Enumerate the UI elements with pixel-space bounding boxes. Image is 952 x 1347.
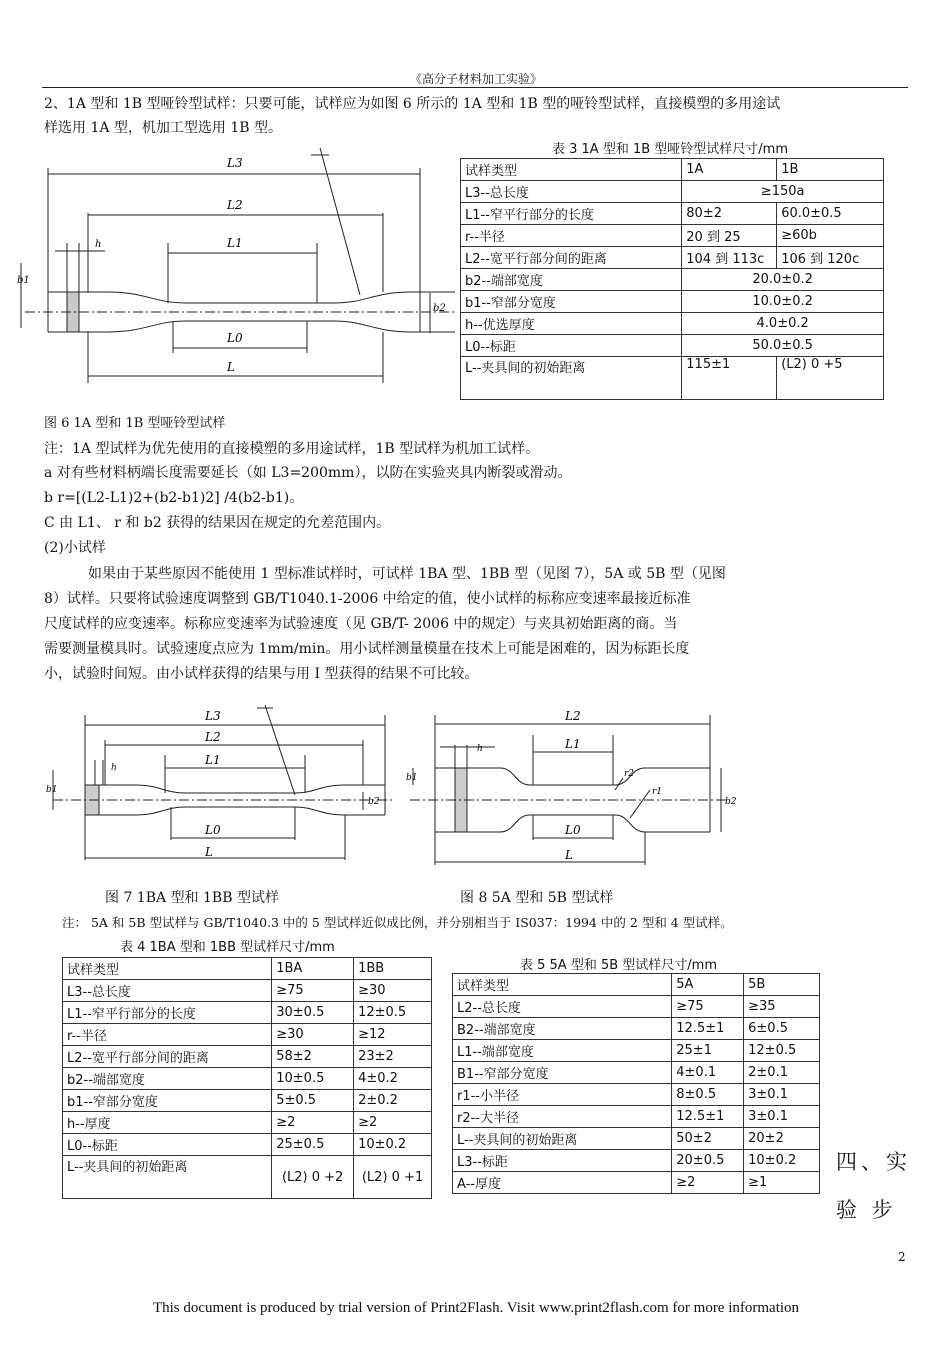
table-cell: 1B bbox=[777, 159, 884, 181]
table-cell: (L2) 0 +2 bbox=[272, 1156, 354, 1199]
table-cell: h--优选厚度 bbox=[461, 313, 682, 335]
table-row bbox=[461, 159, 884, 181]
table-row bbox=[453, 996, 820, 1018]
table-cell: A--厚度 bbox=[453, 1172, 672, 1194]
table-cell: h--厚度 bbox=[63, 1112, 272, 1134]
table-row bbox=[63, 1002, 432, 1024]
table-row bbox=[453, 1106, 820, 1128]
table-cell: L1--端部宽度 bbox=[453, 1040, 672, 1062]
table-row bbox=[461, 313, 884, 335]
table-row bbox=[461, 203, 884, 225]
table-cell: b2--端部宽度 bbox=[461, 269, 682, 291]
running-header: 《高分子材料加工实验》 bbox=[409, 72, 542, 86]
note-b: b r=[(L2-L1)2+(b2-b1)2] /4(b2-b1)。 bbox=[44, 490, 304, 506]
table-cell: 20.0±0.2 bbox=[682, 269, 884, 291]
table-cell: L0--标距 bbox=[461, 335, 682, 357]
paragraph-line-1: 如果由于某些原因不能使用 1 型标准试样时，可试样 1BA 型、1BB 型（见图 7），5A 或 5B 型（见图 bbox=[88, 566, 726, 582]
table-row bbox=[453, 1150, 820, 1172]
table-cell: 25±0.5 bbox=[272, 1134, 354, 1156]
fig7-label-b1: b1 bbox=[46, 785, 58, 795]
table-cell: 5±0.5 bbox=[272, 1090, 354, 1112]
table-cell: ≥35 bbox=[744, 996, 820, 1018]
table-row bbox=[63, 1112, 432, 1134]
table-cell: 3±0.1 bbox=[744, 1106, 820, 1128]
table-cell: 2±0.2 bbox=[354, 1090, 432, 1112]
table-cell: 8±0.5 bbox=[672, 1084, 744, 1106]
table-cell: 试样类型 bbox=[63, 958, 272, 980]
table-cell: L3--总长度 bbox=[461, 181, 682, 203]
table-cell: L3--标距 bbox=[453, 1150, 672, 1172]
fig8-label-l: L bbox=[565, 848, 573, 862]
table-row bbox=[453, 974, 820, 996]
table-cell: 1BA bbox=[272, 958, 354, 980]
fig8-label-b1: b1 bbox=[406, 773, 418, 783]
fig7-label-b2: b2 bbox=[368, 797, 380, 807]
table-cell: b2--端部宽度 bbox=[63, 1068, 272, 1090]
table-row bbox=[461, 269, 884, 291]
table-cell: ≥30 bbox=[354, 980, 432, 1002]
table-cell: 12±0.5 bbox=[744, 1040, 820, 1062]
table-cell: r1--小半径 bbox=[453, 1084, 672, 1106]
table-cell: r2--大半径 bbox=[453, 1106, 672, 1128]
table-cell: ≥12 bbox=[354, 1024, 432, 1046]
table-5-title: 表 5 5A 型和 5B 型试样尺寸/mm bbox=[520, 958, 717, 973]
table-cell: L3--总长度 bbox=[63, 980, 272, 1002]
figure-7-caption: 图 7 1BA 型和 1BB 型试样 bbox=[105, 890, 279, 906]
table-cell: (L2) 0 +1 bbox=[354, 1156, 432, 1199]
fig6-label-l: L bbox=[227, 360, 235, 374]
table-row bbox=[461, 225, 884, 247]
fig6-label-l3: L3 bbox=[227, 156, 243, 170]
fig8-label-h: h bbox=[477, 744, 483, 754]
table-cell: 20±2 bbox=[744, 1128, 820, 1150]
table-cell: ≥75 bbox=[272, 980, 354, 1002]
paragraph-line-5: 小，试验时间短。由小试样获得的结果与用 I 型获得的结果不可比较。 bbox=[44, 666, 479, 682]
fig6-label-l2: L2 bbox=[227, 198, 243, 212]
table-cell: 106 到 120c bbox=[777, 247, 884, 269]
figure-7-drawing bbox=[45, 700, 395, 880]
page-number: 2 bbox=[898, 1250, 906, 1264]
table-cell: 20 到 25 bbox=[682, 225, 777, 247]
fig8-label-r2: r2 bbox=[624, 769, 635, 779]
table-row bbox=[63, 1090, 432, 1112]
table-cell: L--夹具间的初始距离 bbox=[461, 357, 682, 400]
paragraph-line-3: 尺度试样的应变速率。标称应变速率为试验速度（见 GB/T- 2006 中的规定）与夹具初始距离的商。当 bbox=[44, 616, 678, 632]
table-row bbox=[461, 335, 884, 357]
figure-6-drawing bbox=[15, 143, 455, 388]
fig6-label-b1: b1 bbox=[17, 275, 30, 286]
paragraph-line-4: 需要测量模具时。试验速度点应为 1mm/min。用小试样测量模量在技术上可能是困难的，因为标距长度 bbox=[44, 641, 690, 657]
table-cell: L1--窄平行部分的长度 bbox=[461, 203, 682, 225]
table-cell: b1--窄部分宽度 bbox=[461, 291, 682, 313]
table-cell: ≥75 bbox=[672, 996, 744, 1018]
table-cell: L2--宽平行部分间的距离 bbox=[461, 247, 682, 269]
table-cell: ≥150a bbox=[682, 181, 884, 203]
table-row bbox=[453, 1018, 820, 1040]
table-cell: 20±0.5 bbox=[672, 1150, 744, 1172]
fig7-label-h: h bbox=[111, 763, 117, 773]
table-row bbox=[453, 1084, 820, 1106]
fig8-label-b2: b2 bbox=[725, 797, 737, 807]
table-cell: 23±2 bbox=[354, 1046, 432, 1068]
section-small-specimen: (2)小试样 bbox=[44, 540, 106, 556]
table-cell: 3±0.1 bbox=[744, 1084, 820, 1106]
table-cell: L--夹具间的初始距离 bbox=[63, 1156, 272, 1199]
table-row bbox=[461, 247, 884, 269]
note-c: C 由 L1、 r 和 b2 获得的结果因在规定的允差范围内。 bbox=[44, 515, 391, 531]
table-row bbox=[453, 1128, 820, 1150]
table-cell: L2--宽平行部分间的距离 bbox=[63, 1046, 272, 1068]
table-cell: 50.0±0.5 bbox=[682, 335, 884, 357]
section-heading-line-2: 验 步 bbox=[836, 1198, 897, 1222]
note-a: a 对有些材料柄端长度需要延长（如 L3=200mm），以防在实验夹具内断裂或滑动。 bbox=[44, 465, 572, 481]
table-cell: 104 到 113c bbox=[682, 247, 777, 269]
table-cell: 80±2 bbox=[682, 203, 777, 225]
table-cell: 4.0±0.2 bbox=[682, 313, 884, 335]
table-cell: 4±0.2 bbox=[354, 1068, 432, 1090]
section-heading-line-1: 四、实 bbox=[836, 1150, 911, 1174]
table-cell: L--夹具间的初始距离 bbox=[453, 1128, 672, 1150]
fig7-label-l3: L3 bbox=[205, 709, 221, 723]
paragraph-line-2: 8）试样。只要将试验速度调整到 GB/T1040.1-2006 中给定的值，使小试样的标称应变速率最接近标准 bbox=[44, 591, 691, 607]
figure-6-caption: 图 6 1A 型和 1B 型哑铃型试样 bbox=[44, 416, 226, 431]
table-cell: 试样类型 bbox=[453, 974, 672, 996]
table-cell: B2--端部宽度 bbox=[453, 1018, 672, 1040]
table-row bbox=[63, 1024, 432, 1046]
table-row bbox=[63, 1134, 432, 1156]
table-cell: 5B bbox=[744, 974, 820, 996]
table-row bbox=[453, 1172, 820, 1194]
table-row bbox=[63, 958, 432, 980]
table-cell: 12±0.5 bbox=[354, 1002, 432, 1024]
table-row bbox=[63, 1068, 432, 1090]
fig8-label-l0: L0 bbox=[565, 823, 581, 837]
table-cell: 115±1 bbox=[682, 357, 777, 400]
table-cell: 10±0.2 bbox=[354, 1134, 432, 1156]
table-cell: 58±2 bbox=[272, 1046, 354, 1068]
table-3-title: 表 3 1A 型和 1B 型哑铃型试样尺寸/mm bbox=[552, 142, 788, 157]
table-3 bbox=[460, 158, 884, 400]
table-cell: 5A bbox=[672, 974, 744, 996]
fig6-label-l1: L1 bbox=[227, 236, 243, 250]
table-cell: 1BB bbox=[354, 958, 432, 980]
table-cell: (L2) 0 +5 bbox=[777, 357, 884, 400]
table-cell: ≥60b bbox=[777, 225, 884, 247]
table-row bbox=[461, 291, 884, 313]
table-cell: b1--窄部分宽度 bbox=[63, 1090, 272, 1112]
table-cell: 2±0.1 bbox=[744, 1062, 820, 1084]
figure-8-caption: 图 8 5A 型和 5B 型试样 bbox=[460, 890, 614, 906]
table-row bbox=[461, 357, 884, 400]
table-cell: 12.5±1 bbox=[672, 1106, 744, 1128]
table-cell: ≥1 bbox=[744, 1172, 820, 1194]
fig6-label-l0: L0 bbox=[227, 331, 243, 345]
table-cell: 25±1 bbox=[672, 1040, 744, 1062]
table-cell: r--半径 bbox=[63, 1024, 272, 1046]
table-cell: 50±2 bbox=[672, 1128, 744, 1150]
table-cell: 试样类型 bbox=[461, 159, 682, 181]
table-row bbox=[453, 1062, 820, 1084]
table-cell: 12.5±1 bbox=[672, 1018, 744, 1040]
fig7-label-l: L bbox=[205, 845, 213, 859]
intro-line-2: 样选用 1A 型，机加工型选用 1B 型。 bbox=[44, 120, 283, 136]
fig7-label-l2: L2 bbox=[205, 730, 221, 744]
table-row bbox=[63, 1156, 432, 1199]
table-cell: L2--总长度 bbox=[453, 996, 672, 1018]
table-cell: ≥2 bbox=[272, 1112, 354, 1134]
table-cell: ≥2 bbox=[354, 1112, 432, 1134]
table-row bbox=[63, 980, 432, 1002]
header-rule bbox=[42, 87, 908, 88]
table-cell: 1A bbox=[682, 159, 777, 181]
table-cell: 30±0.5 bbox=[272, 1002, 354, 1024]
trial-footer: This document is produced by trial version of Print2Flash. Visit www.print2flash.com for more information bbox=[152, 1300, 800, 1316]
fig8-label-r1: r1 bbox=[652, 787, 663, 797]
fig8-label-l1: L1 bbox=[565, 737, 581, 751]
fig7-label-l1: L1 bbox=[205, 753, 221, 767]
fig8-label-l2: L2 bbox=[565, 709, 581, 723]
table-cell: L0--标距 bbox=[63, 1134, 272, 1156]
table-4 bbox=[62, 957, 432, 1199]
table-cell: r--半径 bbox=[461, 225, 682, 247]
table-5 bbox=[452, 973, 820, 1194]
table-cell: 6±0.5 bbox=[744, 1018, 820, 1040]
figure-note: 注： 5A 和 5B 型试样与 GB/T1040.3 中的 5 型试样近似成比例，并分别相当于 IS037：1994 中的 2 型和 4 型试样。 bbox=[62, 915, 733, 930]
table-cell: ≥30 bbox=[272, 1024, 354, 1046]
table-cell: L1--窄平行部分的长度 bbox=[63, 1002, 272, 1024]
fig6-label-h: h bbox=[95, 239, 102, 250]
note-1: 注：1A 型试样为优先使用的直接模塑的多用途试样，1B 型试样为机加工试样。 bbox=[44, 441, 540, 457]
table-cell: 10±0.5 bbox=[272, 1068, 354, 1090]
table-cell: 4±0.1 bbox=[672, 1062, 744, 1084]
table-row bbox=[461, 181, 884, 203]
table-cell: 10.0±0.2 bbox=[682, 291, 884, 313]
intro-line-1: 2、1A 型和 1B 型哑铃型试样：只要可能，试样应为如图 6 所示的 1A 型和 1B 型的哑铃型试样，直接模塑的多用途试 bbox=[44, 96, 781, 112]
table-cell: 60.0±0.5 bbox=[777, 203, 884, 225]
table-4-title: 表 4 1BA 型和 1BB 型试样尺寸/mm bbox=[120, 940, 335, 955]
fig7-label-l0: L0 bbox=[205, 823, 221, 837]
table-cell: B1--窄部分宽度 bbox=[453, 1062, 672, 1084]
table-row bbox=[63, 1046, 432, 1068]
table-cell: 10±0.2 bbox=[744, 1150, 820, 1172]
table-cell: ≥2 bbox=[672, 1172, 744, 1194]
table-row bbox=[453, 1040, 820, 1062]
fig6-label-b2: b2 bbox=[433, 303, 446, 314]
figure-8-drawing bbox=[405, 700, 735, 880]
